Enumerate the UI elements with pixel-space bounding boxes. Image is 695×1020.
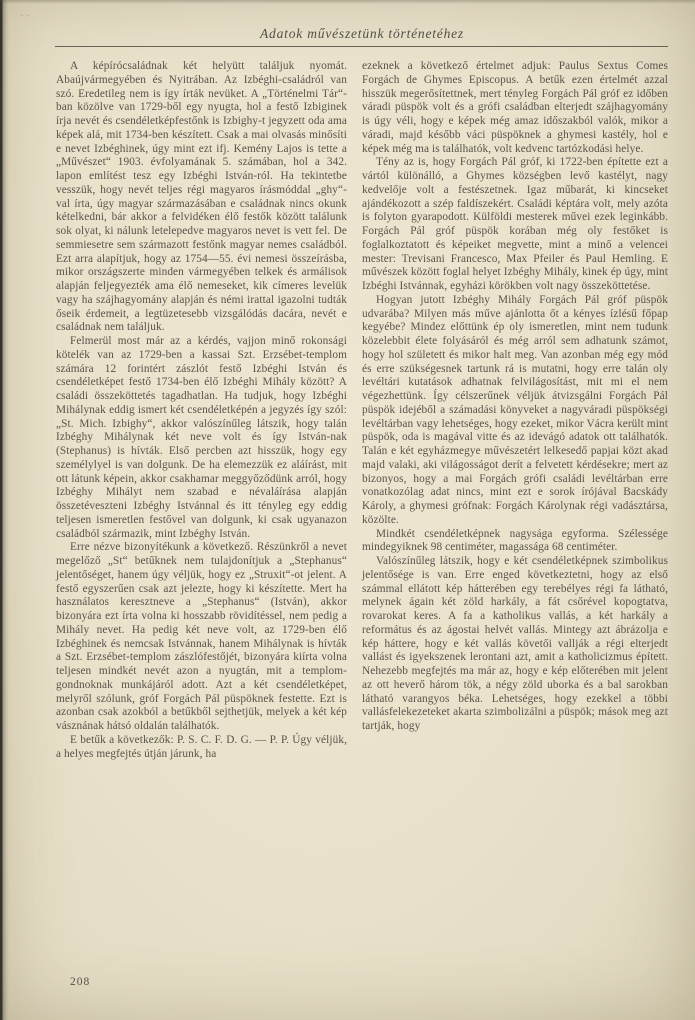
text-block <box>56 60 668 761</box>
paragraph: Valószínűleg látszik, hogy e két csendéletképnek szimbolikus jelentősége is van. Erre enged következtetni, hogy az első számmal ellátott kép hátterében egy terebélyes régi fa látható, melynek ágain két zöld harkály, a fát csőrével kopogtatva, rovarokat keres. A fa a katholikus vallás, a két harkály a református és az ágostai helvét vallás. Mintegy azt ábrázolja e kép háttere, hogy e két vallás követői vallják a régi elterjedt vallást és igyekszenek lerontani azt, amit a katholicizmus épített. Nehezebb megfejtés ma már az, hogy e kép előterében mit jelent az ott heverő három tök, a négy zöld uborka és a bal sarokban látható varangyos béka. Lehetséges, hogy ezekkel a többi vallásfelekezeteket akarta szimbolizálni a püspök; mások meg azt tartják, hogy <box>362 555 668 732</box>
paragraph: Felmerül most már az a kérdés, vajjon minő rokonsági kötelék van az 1729-ben a kassai Szt. Erzsébet-templom számára 12 forintért zászlót festő Izbéghi István és csendéletképet festő 1734-ben élő Izbéghi Mihály között? A családi összeköttetés tagadhatlan. Ha tudjuk, hogy Izbéghi Mihálynak eddig ismert két csendéletképén a jegyzés így szól: „St. Mich. Izbighy“, akkor valószínűleg látszik, hogy talán Izbéghy Mihálynak két neve volt és így István-nak (Stephanus) is hívták. Első percben azt hisszük, hogy egy személylyel is van dolgunk. De ha elemezzük ez aláírást, mit ott látunk képein, akkor csakhamar meggyőződünk arról, hogy Izbéghy Mihályt nem szabad e névaláírása alapján összetéveszteni Izbéghy Istvánnal és itt tényleg egy eddig teljesen ismeretlen festővel van dolgunk, ki csak ugyanazon családból származik, mint Izbéghy István. <box>56 335 347 540</box>
page-number: 208 <box>70 976 91 988</box>
pencil-mark-icon: ‸‸ <box>20 7 32 17</box>
paragraph: E betűk a következők: P. S. C. F. D. G. — P. P. Úgy véljük, a helyes megfejtés útján járunk, ha <box>56 733 347 760</box>
left-column <box>56 60 347 761</box>
scan-edge-shadow <box>0 0 9 1020</box>
paragraph: A képírócsaládnak két helyütt találjuk nyomát. Abaújvármegyében és Nyitrában. Az Izbéghi-családról van szó. Eredetileg nem is így írták nevüket. A „Történelmi Tár“-ban közölve van 1729-ből egy nyugta, hol a festő Izbiginek írja nevét és csendéletképfestőnk is Izbighy-t jegyzett oda ama képek alá, mit 1734-ben készített. Csak a mai olvasás minősíti e nevet Izbéghinek, úgy mint ezt ifj. Kemény Lajos is tette a „Művészet“ 1903. évfolyamának 5. számában, hol a 342. lapon említést tesz egy Izbéghi István-ról. Ha tekintetbe vesszük, hogy nevét teljes régi magyaros írásmóddal „ghy“-val írta, úgy magyar származásában e családnak nincs okunk kételkedni, bár akkor a felvidéken élő festők között találunk sok olyat, ki nálunk letelepedve magyaros nevet is vett fel. De semmiesetre sem származott festőnk magyar nemes családból. Ezt arra alapítjuk, hogy az 1754—55. évi nemesi összeírásba, mikor országszerte minden vármegyében telkek és armálisok alapján feljegyezték ama élő nemeseket, kik címeres levelük vagy ha szájhagyomány alapján és némi irattal igazolni tudták őseik érdemeit, a legtüzetesebb vizsgálódás dacára, nevét e családnak nem találjuk. <box>56 60 347 334</box>
scan-top-shadow <box>0 0 695 4</box>
paragraph: ezeknek a következő értelmet adjuk: Paulus Sextus Comes Forgách de Ghymes Episcopus. A betűk ezen értelmét azzal hisszük megerősítettnek, mert tényleg Forgách Pál gróf ez időben váradi püspök volt és a grófi családban elterjedt szájhagyomány is úgy véli, hogy e képek még amaz időszakból valók, mikor a váradi, majd később váci püspöknek a ghymesi kastély, hol e képek még ma is találhatók, volt kedvenc tartózkodási helye. <box>362 60 668 155</box>
paragraph: Tény az is, hogy Forgách Pál gróf, ki 1722-ben építette ezt a vártól különálló, a Ghymes községben levő kastélyt, nagy kedvelője volt a festészetnek. Igaz műbarát, ki kincseket ajándékozott a szép faldíszekért. Családi képtára volt, mely azóta is folyton gyarapodott. Külföldi mesterek művei ezek leginkább. Forgách Pál gróf püspök korában még oly festőket is foglalkoztatott és képeiket megvette, mint a minő a velencei mester: Trevisani Francesco, Max Pfeiler és Paul Hemling. E művészek között foglal helyet Izbéghy Mihály, kinek ép úgy, mint Izbéghi Istvánnak, egyházi körökben volt nagy összeköttetése. <box>362 156 668 292</box>
right-column <box>362 60 668 761</box>
paragraph: Mindkét csendéletképnek nagysága egyforma. Szélessége mindegyiknek 98 centiméter, magassága 68 centiméter. <box>362 527 668 554</box>
paragraph: Hogyan jutott Izbéghy Mihály Forgách Pál gróf püspök udvarába? Milyen más műve ajánlotta őt a kényes ízlésű főpap kegyébe? Mindez előttünk ép oly ismeretlen, mint nem tudunk közelebbit élete folyásáról és még arról sem adhatunk számot, hogy hol született és mikor halt meg. Van azonban még egy mód és erre szükségesnek tartunk rá is mutatni, hogy erre talán oly levéltári kutatások adhatnak felvilágosítást, mit mi el nem végezhettünk. Így célszerűnek véljük átvizsgálni Forgách Pál püspök idejéből a számadási könyveket a nagyváradi püspökségi levéltárban vagy lehetséges, hogy ezeket, mikor Vácra került mint püspök, oda is magával vitte és az idevágó adatok ott találhatók. Talán e két egyházmegye művészetért lelkesedő papjai közt akad majd valaki, aki világosságot derít a felvetett kérdésekre; mert az bizonyos, hogy a mai Forgách grófi családi levéltárban erre vonatkozólag adat nincs, mint ezt e sorok írójával Bacskády Károly, a ghymesi grófnak: Forgách Károlynak régi vadásztársa, közölte. <box>362 293 668 526</box>
paragraph: Erre nézve bizonyítékunk a következő. Részünkről a nevet megelőző „St“ betűknek nem tulajdonítjuk a „Stephanus“ jelentőséget, hanem úgy véljük, hogy ez „Struxit“-ot jelent. A festő egyszerűen csak azt jelezte, hogy ki készítette. Mert ha használatos keresztneve a „Stephanus“ (István), akkor bizonyára ezt írta volna ki hosszabb rövidítéssel, nem pedig a Mihály nevet. Ha pedig két neve volt, az 1729-ben élő Izbéghinek és nemcsak Istvánnak, hanem Mihálynak is hívták a Szt. Erzsébet-templom zászlófestőjét, bizonyára kiírta volna teljesen mindkét nevét azon a nyugtán, mit a templom-gondnoknak munkájáról adott. Azt a két csendéletképet, melyről szólunk, gróf Forgách Pál püspöknek festette. Ezt is azonban csak azokból a betűkből sejthetjük, melyek a két kép vásznának hátsó oldalán találhatók. <box>56 541 347 732</box>
header-rule <box>55 46 668 47</box>
running-header: Adatok művészetünk történetéhez <box>260 26 464 41</box>
